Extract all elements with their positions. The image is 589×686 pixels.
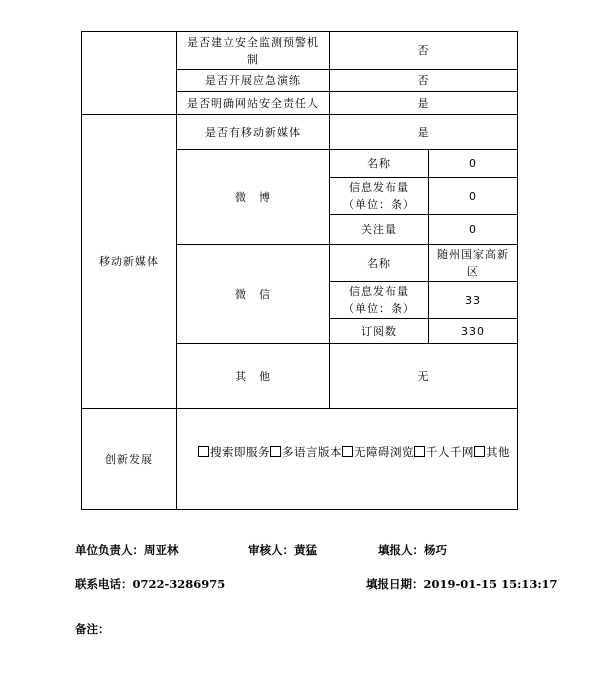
wechat-posts-value: 33	[465, 293, 481, 307]
option-checkbox[interactable]	[414, 446, 425, 457]
option-label: 其他	[486, 445, 510, 459]
weibo-name-label: 名称	[367, 157, 391, 170]
responsible-label: 是否明确网站安全责任人	[187, 96, 319, 110]
contact-phone: 联系电话：0722-3286975	[75, 577, 226, 591]
option-checkbox[interactable]	[474, 446, 485, 457]
innovation-options	[198, 444, 510, 460]
drill-label: 是否开展应急演练	[205, 74, 301, 87]
remark-label: 备注：	[75, 622, 110, 636]
option-label: 千人千网	[426, 445, 474, 459]
wechat-label: 微 信	[235, 287, 271, 301]
wechat-posts-label: 信息发布量（单位：条）	[343, 285, 415, 315]
wechat-subs-value: 330	[461, 324, 485, 338]
responsible-value: 是	[417, 96, 430, 110]
weibo-label: 微 博	[235, 190, 271, 204]
option-checkbox[interactable]	[198, 446, 209, 457]
weibo-posts-label: 信息发布量（单位：条）	[343, 181, 415, 211]
weibo-name-value: 0	[469, 157, 477, 170]
monitor-value: 否	[417, 44, 430, 57]
rule	[517, 31, 518, 510]
weibo-posts-value: 0	[469, 189, 477, 203]
option-checkbox[interactable]	[270, 446, 281, 457]
option-label: 搜索即服务	[210, 445, 270, 459]
reviewer: 审核人：黄猛	[248, 543, 317, 557]
wechat-subs-label: 订阅数	[361, 324, 397, 338]
fill-date: 填报日期：2019-01-15 15:13:17	[366, 577, 558, 591]
option-label: 无障碍浏览	[354, 445, 414, 459]
filler: 填报人：杨巧	[378, 543, 447, 557]
mobile-has-value: 是	[417, 125, 430, 139]
option-checkbox[interactable]	[342, 446, 353, 457]
rule	[81, 509, 518, 510]
other-label: 其 他	[235, 369, 271, 383]
wechat-name-value: 随州国家高新区	[437, 248, 509, 278]
mobile-has-label: 是否有移动新媒体	[205, 125, 301, 139]
other-value: 无	[417, 369, 430, 383]
unit-head: 单位负责人：周亚林	[75, 543, 179, 557]
weibo-followers-value: 0	[469, 223, 477, 236]
wechat-name-label: 名称	[367, 256, 391, 270]
option-label: 多语言版本	[282, 445, 342, 459]
innovation-section-label: 创新发展	[105, 452, 153, 466]
drill-value: 否	[417, 74, 430, 87]
monitor-label: 是否建立安全监测预警机制	[187, 35, 319, 66]
weibo-followers-label: 关注量	[361, 223, 397, 236]
mobile-section-label: 移动新媒体	[99, 255, 159, 268]
